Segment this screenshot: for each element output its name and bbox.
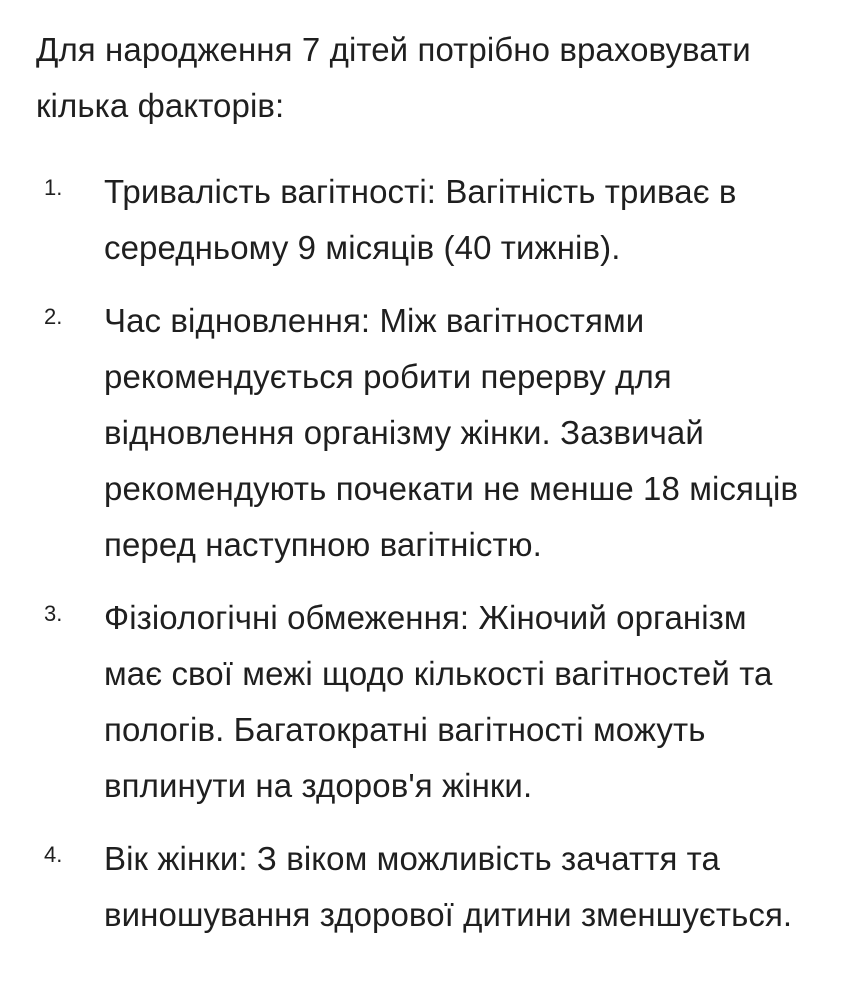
list-item-number: 3. xyxy=(44,601,63,626)
factors-list xyxy=(36,164,804,943)
list-item xyxy=(36,164,804,276)
list-item-number: 2. xyxy=(44,304,63,329)
list-item-text: Вік жінки: З віком можливість зачаття та виношування здорової дитини зменшується. xyxy=(104,840,793,933)
list-item xyxy=(36,831,804,943)
list-item xyxy=(36,293,804,573)
list-item-text: Тривалість вагітності: Вагітність триває в середньому 9 місяців (40 тижнів). xyxy=(104,173,737,266)
list-item-number: 4. xyxy=(44,842,63,867)
list-item-text: Час відновлення: Між вагітностями рекомендується робити перерву для відновлення організму жінки. Зазвичай рекомендують почекати не менше 18 місяців перед наступною вагітністю. xyxy=(104,302,799,563)
intro-paragraph: Для народження 7 дітей потрібно враховувати кілька факторів: xyxy=(36,31,751,124)
list-item-text: Фізіологічні обмеження: Жіночий організм має свої межі щодо кількості вагітностей та пологів. Багатократні вагітності можуть вплинути на здоров'я жінки. xyxy=(104,599,773,804)
list-item xyxy=(36,590,804,814)
list-item-number: 1. xyxy=(44,175,63,200)
